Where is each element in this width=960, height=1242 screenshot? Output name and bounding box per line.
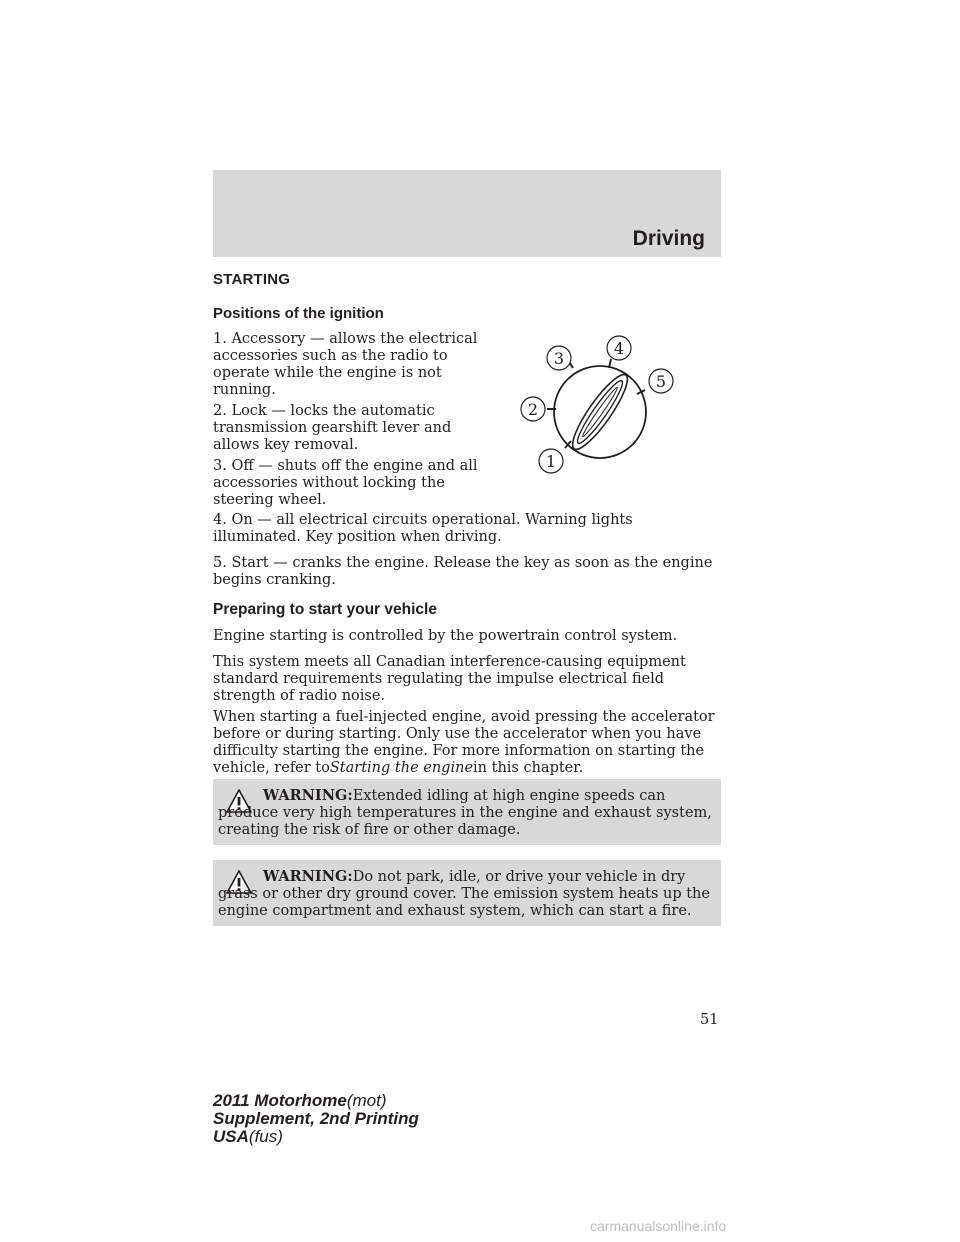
chapter-title: Driving [632, 227, 705, 250]
warning-2-body [218, 868, 713, 920]
svg-text:2: 2 [527, 400, 539, 419]
svg-text:5: 5 [655, 372, 667, 391]
warning-1-body [218, 787, 713, 839]
callout-1 [539, 449, 563, 473]
position-item-1: 1. Accessory — allows the electrical accessories such as the radio to operate while the engine is not running. [213, 331, 478, 398]
preparing-heading: Preparing to start your vehicle [213, 601, 437, 618]
footer-title-code: (mot) [346, 1091, 387, 1110]
ignition-positions-diagram [513, 330, 693, 480]
preparing-paragraph-3 [213, 709, 721, 777]
preparing-paragraph-1: Engine starting is controlled by the powertrain control system. [213, 628, 678, 644]
document-footer [213, 1092, 419, 1146]
positions-heading: Positions of the ignition [213, 305, 384, 322]
warning-2-label: WARNING: [263, 868, 353, 885]
chapter-header-band [213, 170, 721, 257]
position-item-3: 3. Off — shuts off the engine and all accessories without locking the steering wheel. [213, 458, 478, 508]
callout-4 [607, 336, 631, 360]
warning-box-1 [213, 779, 721, 845]
warning-1-text: Extended idling at high engine speeds can produce very high temperatures in the engine and exhaust system, creating the risk of fire or other damage. [218, 788, 712, 838]
svg-text:1: 1 [545, 452, 557, 471]
footer-title: 2011 Motorhome [213, 1091, 347, 1110]
warning-box-2 [213, 860, 721, 926]
position-item-5: 5. Start — cranks the engine. Release the key as soon as the engine begins cranking. [213, 555, 713, 588]
callout-5 [649, 369, 673, 393]
page-number: 51 [700, 1012, 719, 1028]
preparing-paragraph-3-text: When starting a fuel-injected engine, avoid pressing the accelerator before or during starting. Only use the accelerator when you have difficulty starting the engine. For more information on starting the vehicle, refer to [213, 709, 715, 776]
callout-2 [521, 397, 545, 421]
svg-text:3: 3 [553, 349, 565, 368]
watermark: carmanualsonline.info [590, 1218, 727, 1234]
section-title: STARTING [213, 271, 291, 288]
footer-market-code: (fus) [248, 1127, 283, 1146]
warning-1-label: WARNING: [263, 787, 353, 804]
warning-2-text: Do not park, idle, or drive your vehicle in dry grass or other dry ground cover. The emission system heats up the engine compartment and exhaust system, which can start a fire. [218, 869, 710, 919]
reference-tail: in this chapter. [473, 760, 584, 776]
position-item-4: 4. On — all electrical circuits operational. Warning lights illuminated. Key position when driving. [213, 512, 633, 545]
svg-text:4: 4 [613, 339, 625, 358]
callout-3 [547, 346, 571, 370]
footer-market: USA [213, 1127, 249, 1146]
footer-edition: Supplement, 2nd Printing [213, 1109, 419, 1128]
position-item-2: 2. Lock — locks the automatic transmission gearshift lever and allows key removal. [213, 403, 452, 453]
preparing-paragraph-2: This system meets all Canadian interference-causing equipment standard requirements regulating the impulse electrical field strength of radio noise. [213, 654, 686, 704]
starting-the-engine-reference: Starting the engine [329, 760, 474, 776]
